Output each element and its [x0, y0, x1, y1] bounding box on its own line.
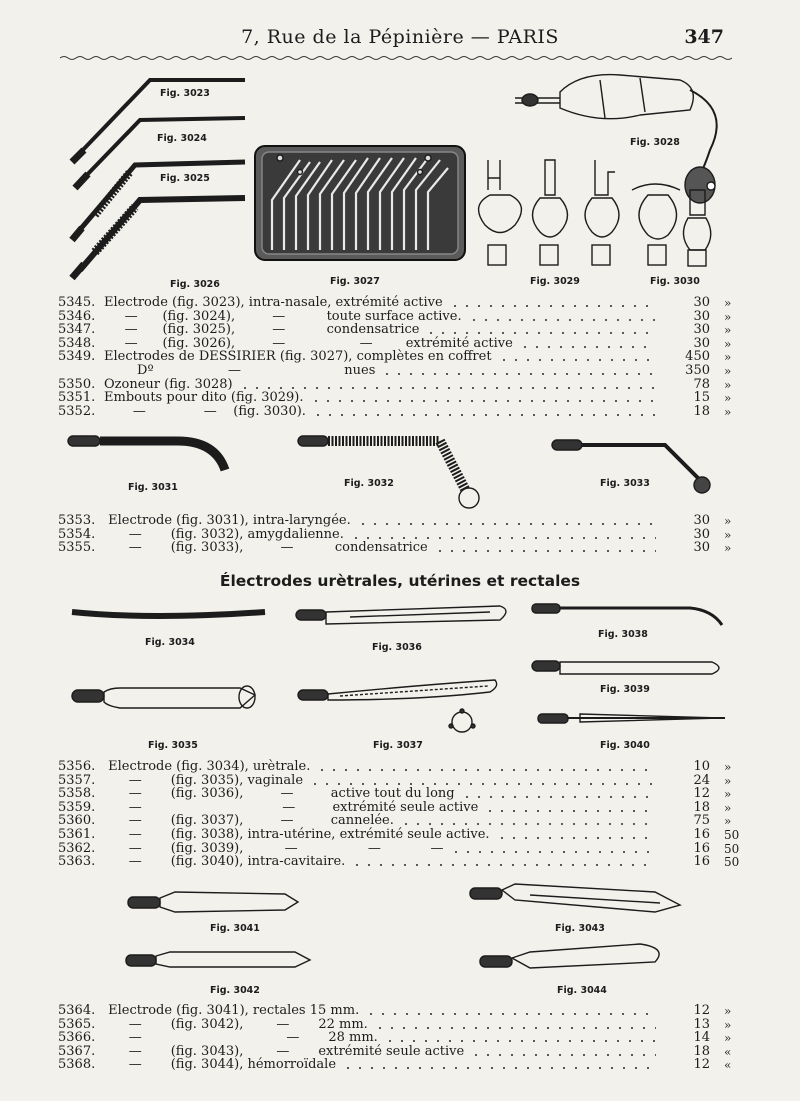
- item-description: — (fig. 3025), — condensatrice: [104, 322, 420, 338]
- fig-caption-3037: Fig. 3037: [373, 740, 423, 751]
- electrode-3032-drawing: [298, 436, 479, 508]
- electrode-3037-drawing: [298, 680, 497, 732]
- electrode-3040-drawing: [538, 714, 725, 723]
- fig-caption-3026: Fig. 3026: [170, 279, 220, 290]
- electrode-3042-drawing: [126, 952, 310, 967]
- item-description: — (fig. 3039), — — —: [104, 840, 444, 856]
- item-code: 5349.: [58, 349, 96, 365]
- item-price-centimes: »: [724, 1017, 732, 1032]
- item-code: 5351.: [58, 390, 96, 406]
- fig-caption-3028: Fig. 3028: [630, 137, 680, 148]
- item-price-centimes: »: [724, 296, 732, 310]
- leader-dots: [470, 1054, 656, 1056]
- item-price-francs: 16: [693, 840, 710, 856]
- item-price-francs: 13: [693, 1016, 710, 1032]
- item-price-francs: 350: [685, 363, 710, 378]
- item-code: 5353.: [58, 513, 96, 528]
- item-description: — (fig. 3033), — condensatrice: [104, 540, 428, 556]
- item-description: Electrodes de DESSIRIER (fig. 3027), complètes en coffret: [104, 349, 492, 365]
- electrode-3044-drawing: [480, 944, 659, 968]
- item-price-centimes: »: [724, 350, 732, 365]
- fig-caption-3033: Fig. 3033: [600, 478, 650, 489]
- item-description: — (fig. 3042), — 22 mm.: [104, 1016, 368, 1032]
- item-price-francs: 30: [693, 540, 710, 556]
- fig-caption-3023: Fig. 3023: [160, 88, 210, 99]
- price-entry-row: [0, 1058, 800, 1072]
- item-price-francs: 30: [693, 322, 710, 338]
- item-code: 5356.: [58, 759, 96, 774]
- item-price-centimes: »: [724, 541, 732, 556]
- leader-dots: [309, 783, 656, 785]
- leader-dots: [374, 1027, 656, 1029]
- leader-dots: [449, 305, 656, 307]
- item-code: 5363.: [58, 854, 96, 870]
- leader-dots: [434, 550, 656, 552]
- electrode-3036-drawing: [296, 606, 506, 624]
- item-price-francs: 16: [693, 854, 710, 870]
- item-price-centimes: »: [724, 336, 732, 351]
- leader-dots: [496, 837, 656, 839]
- item-price-centimes: »: [724, 787, 732, 802]
- item-price-francs: 450: [685, 349, 710, 365]
- item-price-centimes: »: [724, 364, 732, 378]
- item-price-francs: 30: [693, 295, 710, 310]
- item-price-centimes: »: [724, 377, 732, 392]
- item-description: — — (fig. 3030).: [104, 403, 306, 419]
- item-price-centimes: «: [724, 1044, 732, 1059]
- item-code: 5352.: [58, 403, 96, 419]
- leader-dots: [350, 537, 656, 539]
- electrode-case-3027-drawing: [255, 146, 465, 260]
- item-price-centimes: »: [724, 527, 732, 542]
- item-description: — (fig. 3026), — — extrémité active: [104, 335, 513, 351]
- price-entry-row: [0, 855, 800, 869]
- leader-dots: [425, 332, 656, 334]
- fig-caption-3029: Fig. 3029: [530, 276, 580, 287]
- leader-dots: [239, 387, 656, 389]
- item-description: — (fig. 3024), — toute surface active.: [104, 308, 462, 324]
- electrode-3035-drawing: [72, 686, 255, 708]
- item-code: 5358.: [58, 786, 96, 802]
- price-entry-row: [0, 541, 800, 555]
- item-price-francs: 18: [693, 403, 710, 419]
- leader-dots: [316, 769, 656, 771]
- item-price-centimes: »: [724, 404, 732, 419]
- item-price-francs: 16: [693, 827, 710, 842]
- item-code: 5346.: [58, 308, 96, 324]
- item-price-francs: 75: [693, 813, 710, 829]
- leader-dots: [357, 523, 656, 525]
- leader-dots: [400, 823, 656, 825]
- price-entry-row: [0, 1004, 800, 1018]
- item-description: — — extrémité seule active: [104, 799, 479, 815]
- fig-caption-3036: Fig. 3036: [372, 642, 422, 653]
- electrode-3034-drawing: [72, 612, 265, 616]
- item-price-centimes: »: [724, 760, 732, 774]
- item-price-centimes: »: [724, 1004, 732, 1018]
- item-price-centimes: «: [724, 1058, 732, 1073]
- item-code: 5367.: [58, 1043, 96, 1059]
- item-code: 5355.: [58, 540, 96, 556]
- electrode-3031-drawing: [68, 436, 225, 470]
- fig-caption-3040: Fig. 3040: [600, 740, 650, 751]
- price-entry-row: [0, 296, 800, 310]
- item-code: 5365.: [58, 1016, 96, 1032]
- price-entry-row: [0, 828, 800, 842]
- item-price-centimes: »: [724, 773, 732, 788]
- fig-caption-3025: Fig. 3025: [160, 173, 210, 184]
- item-description: Electrode (fig. 3041), rectales 15 mm.: [104, 1003, 360, 1018]
- fig-caption-3044: Fig. 3044: [557, 985, 607, 996]
- embouts-3029-drawing: [479, 160, 619, 265]
- fig-caption-3031: Fig. 3031: [128, 482, 178, 493]
- leader-dots: [312, 414, 656, 416]
- item-description: Electrode (fig. 3031), intra-laryngée.: [104, 513, 351, 528]
- fig-caption-3043: Fig. 3043: [555, 923, 605, 934]
- electrode-3043-drawing: [470, 884, 680, 912]
- leader-dots: [468, 319, 656, 321]
- item-code: 5354.: [58, 526, 96, 542]
- item-price-centimes: 50: [724, 828, 740, 842]
- leader-dots: [342, 1067, 656, 1069]
- item-description: — (fig. 3035), vaginale: [104, 772, 304, 788]
- item-price-francs: 18: [693, 1043, 710, 1059]
- item-price-centimes: »: [724, 814, 732, 829]
- item-price-francs: 30: [693, 513, 710, 528]
- item-price-francs: 15: [693, 390, 710, 406]
- item-price-francs: 18: [693, 799, 710, 815]
- item-description: Electrode (fig. 3023), intra-nasale, extrémité active: [104, 295, 443, 310]
- item-description: — (fig. 3038), intra-utérine, extrémité seule active.: [104, 827, 490, 842]
- fig-caption-3038: Fig. 3038: [598, 629, 648, 640]
- item-price-centimes: 50: [724, 855, 740, 870]
- item-description: — (fig. 3032), amygdalienne.: [104, 526, 344, 542]
- item-code: 5359.: [58, 799, 96, 815]
- item-description: Dº — nues: [104, 363, 376, 378]
- item-price-francs: 12: [693, 1003, 710, 1018]
- item-price-centimes: »: [724, 323, 732, 338]
- item-description: — (fig. 3036), — active tout du long: [104, 786, 455, 802]
- item-price-francs: 12: [693, 786, 710, 802]
- section-title: Électrodes urètrales, utérines et rectales: [219, 572, 581, 590]
- leader-dots: [384, 1040, 656, 1042]
- item-code: 5368.: [58, 1057, 96, 1073]
- item-description: Electrode (fig. 3034), urètrale.: [104, 759, 311, 774]
- fig-caption-3041: Fig. 3041: [210, 923, 260, 934]
- leader-dots: [519, 346, 656, 348]
- item-code: 5366.: [58, 1030, 96, 1046]
- electrode-3038-drawing: [532, 604, 722, 625]
- price-entry-row: [0, 405, 800, 419]
- fig-caption-3030: Fig. 3030: [650, 276, 700, 287]
- item-description: — (fig. 3044), hémorroïdale: [104, 1057, 337, 1073]
- item-price-francs: 14: [693, 1030, 710, 1046]
- running-title: 7, Rue de la Pépinière — PARIS: [241, 26, 559, 48]
- price-entry-row: [0, 760, 800, 774]
- item-price-francs: 10: [693, 759, 710, 774]
- fig-caption-3042: Fig. 3042: [210, 985, 260, 996]
- item-price-centimes: »: [724, 514, 732, 528]
- leader-dots: [461, 796, 656, 798]
- item-code: 5345.: [58, 295, 96, 310]
- item-code: 5364.: [58, 1003, 96, 1018]
- item-code: 5357.: [58, 772, 96, 788]
- item-code: 5361.: [58, 827, 96, 842]
- item-price-centimes: »: [724, 1031, 732, 1046]
- item-description: Ozoneur (fig. 3028): [104, 376, 233, 392]
- leader-dots: [351, 864, 656, 866]
- item-description: — (fig. 3043), — extrémité seule active: [104, 1043, 465, 1059]
- item-price-centimes: »: [724, 391, 732, 406]
- price-entry-row: [0, 514, 800, 528]
- leader-dots: [381, 373, 656, 375]
- item-description: — (fig. 3037), — cannelée.: [104, 813, 394, 829]
- leader-dots: [484, 810, 656, 812]
- item-price-francs: 24: [693, 772, 710, 788]
- item-price-centimes: »: [724, 800, 732, 815]
- leader-dots: [310, 400, 656, 402]
- fig-caption-3034: Fig. 3034: [145, 637, 195, 648]
- item-price-francs: 12: [693, 1057, 710, 1073]
- item-code: 5350.: [58, 376, 96, 392]
- item-price-francs: 30: [693, 335, 710, 351]
- price-entry-row: [0, 364, 800, 378]
- leader-dots: [365, 1013, 656, 1015]
- fig-caption-3039: Fig. 3039: [600, 684, 650, 695]
- fig-caption-3032: Fig. 3032: [344, 478, 394, 489]
- item-price-francs: 78: [693, 376, 710, 392]
- item-code: 5360.: [58, 813, 96, 829]
- item-code: 5348.: [58, 335, 96, 351]
- item-price-centimes: 50: [724, 841, 740, 856]
- item-code: 5362.: [58, 840, 96, 856]
- item-code: 5347.: [58, 322, 96, 338]
- item-price-centimes: »: [724, 309, 732, 324]
- electrode-3041-drawing: [128, 892, 298, 912]
- item-description: — (fig. 3040), intra-cavitaire.: [104, 854, 346, 870]
- item-price-francs: 30: [693, 526, 710, 542]
- item-description: — — 28 mm.: [104, 1030, 378, 1046]
- leader-dots: [450, 851, 656, 853]
- fig-caption-3035: Fig. 3035: [148, 740, 198, 751]
- item-description: Embouts pour dito (fig. 3029).: [104, 390, 304, 406]
- fig-caption-3024: Fig. 3024: [157, 133, 207, 144]
- leader-dots: [498, 359, 656, 361]
- electrode-3039-drawing: [532, 661, 719, 674]
- fig-caption-3027: Fig. 3027: [330, 276, 380, 287]
- page-number: 347: [684, 26, 724, 48]
- item-price-francs: 30: [693, 308, 710, 324]
